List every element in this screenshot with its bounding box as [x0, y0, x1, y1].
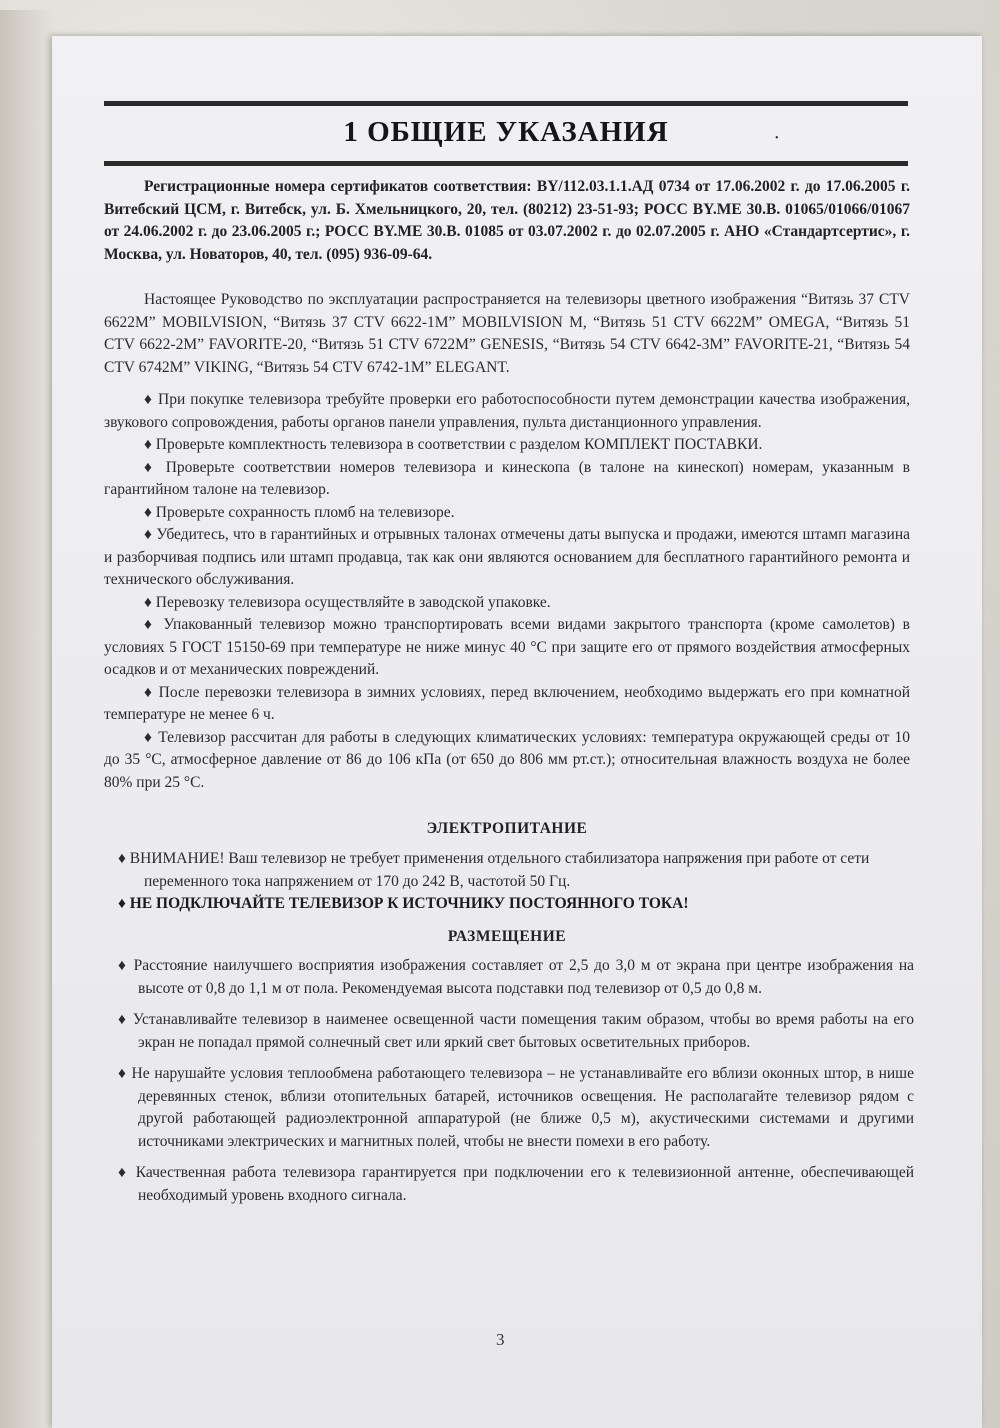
- list-item: ♦ Устанавливайте телевизор в наименее освещенной части помещения таким образом, чтобы во время работы на его экран не попадал прямой солнечный свет или яркий свет бытовых осветительных приборов.: [118, 1011, 914, 1051]
- title-rule-top: [104, 101, 908, 106]
- list-item: ♦ Расстояние наилучшего восприятия изображения составляет от 2,5 до 3,0 м от экрана при центре изображения на высоте от 0,8 до 1,1 м от пола. Рекомендуемая высота подставки под телевизор от 0,5 до 0,8 м.: [118, 957, 914, 997]
- list-item: ♦ Проверьте комплектность телевизора в соответствии с разделом КОМПЛЕКТ ПОСТАВКИ.: [144, 436, 763, 453]
- page-title: 1 ОБЩИЕ УКАЗАНИЯ: [343, 116, 669, 148]
- list-item: ♦ При покупке телевизора требуйте проверки его работоспособности путем демонстрации качества изображения, звукового сопровождения, работы органов панели управления, пульта дистанционного управления.: [104, 391, 910, 431]
- list-item: ♦ Убедитесь, что в гарантийных и отрывных талонах отмечены даты выпуска и продажи, имеются штамп магазина и разборчивая подпись или штамп продавца, так как они являются основанием для бесплатного гарантийного ремонта и технического обслуживания.: [104, 526, 910, 588]
- power-list: [118, 848, 910, 916]
- power-heading: ЭЛЕКТРОПИТАНИЕ: [426, 820, 588, 837]
- placement-heading: РАЗМЕЩЕНИЕ: [447, 928, 567, 945]
- list-item: ♦ Телевизор рассчитан для работы в следующих климатических условиях: температура окружающей среды от 10 до 35 °С, атмосферное давление от 86 до 106 кПа (от 650 до 806 мм рт.ст.); относительная влажность воздуха не более 80% при 25 °С.: [104, 728, 910, 791]
- list-item: ♦ НЕ ПОДКЛЮЧАЙТЕ ТЕЛЕВИЗОР К ИСТОЧНИКУ ПОСТОЯННОГО ТОКА!: [118, 895, 689, 912]
- list-item: ♦ После перевозки телевизора в зимних условиях, перед включением, необходимо выдержать его при комнатной температуре не менее 6 ч.: [104, 683, 910, 723]
- left-page-edge: [0, 10, 58, 1428]
- page-number: 3: [496, 1330, 505, 1349]
- list-item: ♦ Упакованный телевизор можно транспортировать всеми видами закрытого транспорта (кроме самолетов) в условиях 5 ГОСТ 15150-69 при температуре не ниже минус 40 °С при защите его от прямого воздействия атмосферных осадков и от механических повреждений.: [104, 616, 910, 678]
- list-item: ♦ Не нарушайте условия теплообмена работающего телевизора – не устанавливайте его вблизи оконных штор, в нише деревянных стенок, вблизи отопительных батарей, источников освещения. Не располагайте телевизор рядом с другой работающей радиоэлектронной аппаратурой (не ближе 0,5 м), акустическими системами и другими источниками электрических и магнитных полей, чтобы не внести помехи в его работу.: [118, 1065, 914, 1150]
- list-item: ♦ Перевозку телевизора осуществляйте в заводской упаковке.: [144, 593, 551, 611]
- list-item: ♦ Проверьте сохранность пломб на телевизоре.: [144, 503, 455, 521]
- list-item: ♦ Проверьте соответствии номеров телевизора и кинескопа (в талоне на кинескоп) номерам, указанным в гарантийном талоне на телевизор.: [104, 458, 910, 498]
- title-rule-bottom: [104, 161, 908, 166]
- certificate-paragraph: Регистрационные номера сертификатов соответствия: BY/112.03.1.1.АД 0734 от 17.06.2002 г. до 17.06.2005 г. Витебский ЦСМ, г. Витебск, ул. Б. Хмельницкого, 20, тел. (80212) 23-51-93; РОСС BY.ME 30.В. 01065/01066/01067 от 24.06.2002 г. до 23.06.2005 г.; РОСС BY.ME 30.В. 01085 от 03.07.2002 г. до 02.07.2005 г. АНО «Стандартсертис», г. Москва, ул. Новаторов, 40, тел. (095) 936-09-64.: [104, 178, 910, 263]
- placement-list: [118, 955, 914, 1216]
- print-speck: •: [775, 133, 779, 144]
- list-item: ♦ Качественная работа телевизора гарантируется при подключении его к телевизионной антенне, обеспечивающей необходимый уровень входного сигнала.: [118, 1164, 914, 1204]
- intro-paragraph: Настоящее Руководство по эксплуатации распространяется на телевизоры цветного изображения “Витязь 37 CTV 6622M” MOBILVISION, “Витязь 37 CTV 6622-1M” MOBILVISION M, “Витязь 51 CTV 6622M” OMEGA, “Витязь 51 CTV 6622-2M” FAVORITE-20, “Витязь 51 CTV 6722M” GENESIS, “Витязь 54 CTV 6642-3M” FAVORITE-21, “Витязь 54 CTV 6742M” VIKING, “Витязь 54 CTV 6742-1M” ELEGANT.: [104, 291, 910, 376]
- list-item: ♦ ВНИМАНИЕ! Ваш телевизор не требует применения отдельного стабилизатора напряжения при работе от сети переменного тока напряжением от 170 до 242 В, частотой 50 Гц.: [118, 850, 870, 890]
- general-instructions-list: [104, 389, 910, 794]
